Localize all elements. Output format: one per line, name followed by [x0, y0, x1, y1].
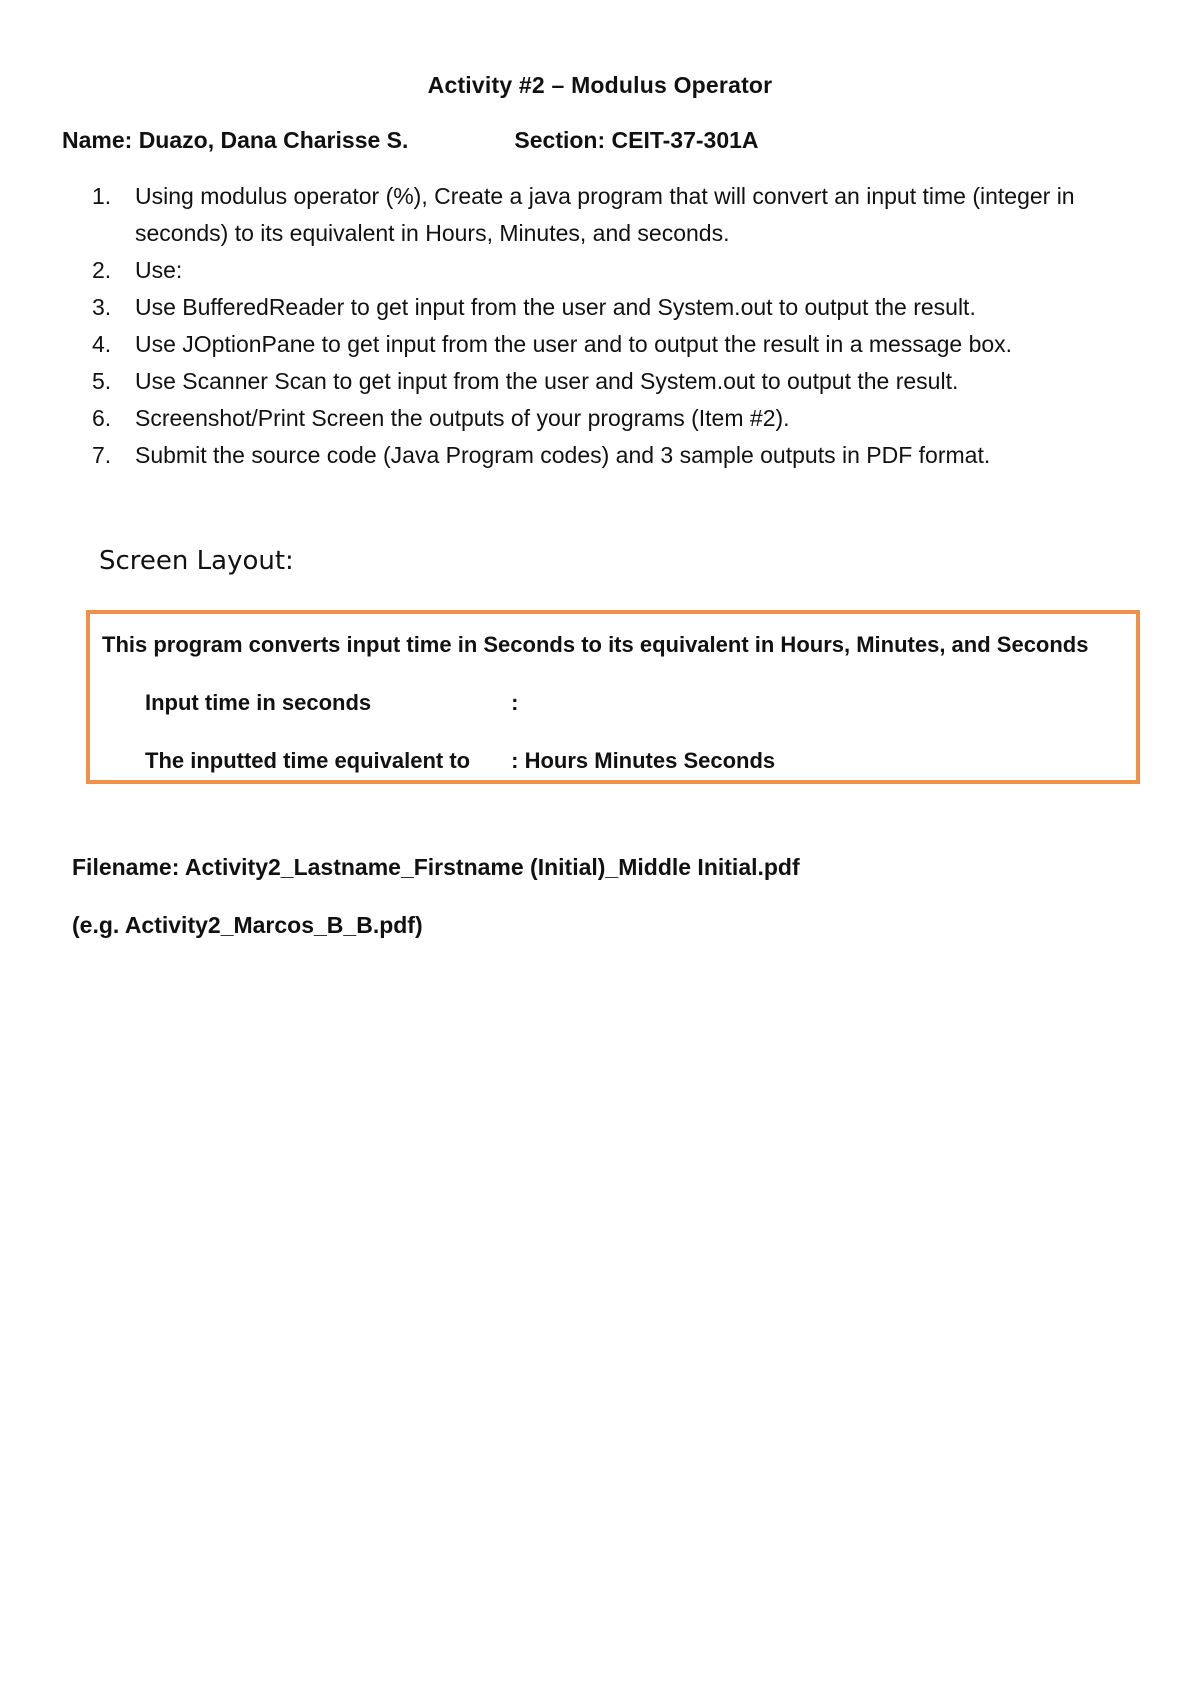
- input-time-value: :: [511, 690, 519, 715]
- input-time-label: Input time in seconds: [145, 690, 372, 715]
- student-section: Section: CEIT-37-301A: [514, 127, 759, 153]
- input-time-row: [145, 690, 518, 716]
- filename-instruction: Filename: Activity2_Lastname_Firstname (Initial)_Middle Initial.pdf: [72, 854, 800, 880]
- instruction-text: Use Scanner Scan to get input from the user and System.out to output the result.: [135, 368, 959, 394]
- instruction-number: 1.: [92, 183, 112, 209]
- instruction-number: 3.: [92, 294, 112, 320]
- document-title: Activity #2 – Modulus Operator: [427, 72, 773, 98]
- instruction-number: 7.: [92, 442, 112, 468]
- instruction-list: [92, 178, 1142, 474]
- instruction-text: Submit the source code (Java Program codes) and 3 sample outputs in PDF format.: [135, 442, 991, 468]
- filename-example: (e.g. Activity2_Marcos_B_B.pdf): [72, 912, 423, 938]
- instruction-item: [92, 400, 1142, 437]
- program-intro-text: This program converts input time in Seconds to its equivalent in Hours, Minutes, and Seconds: [102, 632, 1089, 657]
- student-name: Name: Duazo, Dana Charisse S.: [62, 127, 409, 153]
- instruction-number: 2.: [92, 257, 112, 283]
- student-info: [62, 127, 759, 154]
- instruction-text: Use JOptionPane to get input from the user and to output the result in a message box.: [135, 331, 1013, 357]
- instruction-text: Screenshot/Print Screen the outputs of your programs (Item #2).: [135, 405, 790, 431]
- instruction-item: [92, 437, 1142, 474]
- output-time-row: [145, 748, 775, 774]
- instruction-text: Use:: [135, 257, 183, 283]
- instruction-item: [92, 252, 1142, 289]
- instruction-text: Use BufferedReader to get input from the user and System.out to output the result.: [135, 294, 976, 320]
- instruction-number: 5.: [92, 368, 112, 394]
- screen-layout-box: [86, 610, 1140, 784]
- instruction-item: [92, 289, 1142, 326]
- instruction-text: Using modulus operator (%), Create a java program that will convert an input time (integer in seconds) to its equivalent in Hours, Minutes, and seconds.: [135, 183, 1075, 246]
- instruction-item: [92, 178, 1142, 252]
- output-time-label: The inputted time equivalent to: [145, 748, 471, 773]
- screen-layout-heading: Screen Layout:: [99, 546, 294, 576]
- instruction-number: 6.: [92, 405, 112, 431]
- instruction-number: 4.: [92, 331, 112, 357]
- instruction-item: [92, 326, 1142, 363]
- instruction-item: [92, 363, 1142, 400]
- output-time-value: : Hours Minutes Seconds: [511, 748, 776, 773]
